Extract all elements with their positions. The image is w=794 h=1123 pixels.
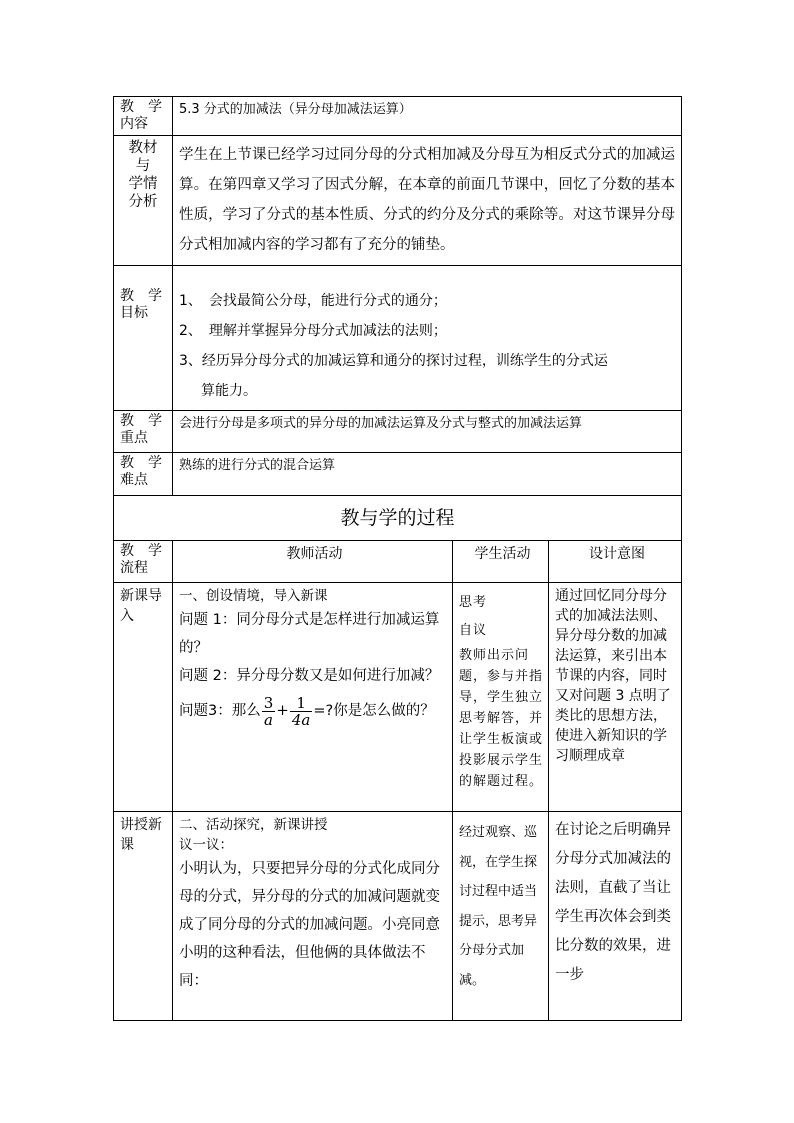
question-1: 问题 1：同分母分式是怎样进行加减运算的？ bbox=[179, 612, 440, 656]
difficulty-cell bbox=[173, 453, 682, 496]
header-teacher-label: 教师活动 bbox=[286, 546, 343, 562]
analysis-text: 学生在上节课已经学习过同分母的分式相加减及分母互为相反式分式的加减运算。在第四章又学习了因式分解，在本章的前面几节课中，回忆了分数的基本性质，学习了分式的基本性质、分式的约分及分式的乘除等。对这节课异分母分式相加减内容的学习都有了充分的铺垫。 bbox=[179, 147, 675, 253]
student-activity-line: 自议 bbox=[459, 623, 488, 638]
label-line: 重点 bbox=[120, 430, 148, 446]
student-activity-line: 教师出示问题，参与并指导，学生独立思考解答，并让学生板演或投影展示学生的解题过程。 bbox=[459, 648, 544, 789]
header-student bbox=[453, 541, 549, 583]
label-focus bbox=[114, 411, 173, 453]
row-process-title bbox=[114, 496, 682, 541]
label-line: 教材 bbox=[128, 140, 158, 156]
frac-denominator: a bbox=[264, 710, 273, 729]
stage-teach-design bbox=[549, 812, 682, 1021]
label-line: 教 学 bbox=[120, 543, 162, 559]
row-stage-teach bbox=[114, 812, 682, 1021]
label-line: 学情 bbox=[128, 176, 158, 192]
label-line: 内容 bbox=[120, 116, 148, 132]
lesson-plan-table bbox=[113, 96, 682, 1021]
focus-text: 会进行分母是多项式的异分母的加减法运算及分式与整式的加减法运算 bbox=[179, 416, 583, 431]
label-analysis bbox=[114, 136, 173, 266]
frac-denominator: 4a bbox=[291, 710, 311, 729]
header-flow bbox=[114, 541, 173, 583]
analysis-cell bbox=[173, 136, 682, 266]
row-analysis bbox=[114, 136, 682, 266]
label-line: 教 学 bbox=[120, 288, 162, 304]
label-line: 目标 bbox=[120, 305, 148, 321]
student-activity-line: 思考 bbox=[459, 595, 488, 610]
row-column-headers bbox=[114, 541, 682, 583]
goal-item: 3、经历异分母分式的加减运算和通分的探讨过程，训练学生的分式运 bbox=[179, 353, 608, 369]
stage-teach-flow bbox=[114, 812, 173, 1021]
difficulty-text: 熟练的进行分式的混合运算 bbox=[179, 458, 336, 473]
label-line: 分析 bbox=[128, 194, 158, 210]
stage-intro-design-text: 通过回忆同分母分式的加减法法则、异分母分数的加减法运算，来引出本节课的内容，同时又对问题 3 点明了类比的思想方法，使进入新知识的学习顺理成章 bbox=[555, 588, 671, 764]
goal-item: 1、 会找最简公分母，能进行分式的通分； bbox=[179, 293, 447, 309]
stage-teach-design-text: 在讨论之后明确异分母分式加减法的法则，直截了当让学生再次体会到类比分数的效果，进一步 bbox=[555, 822, 671, 983]
label-line: 流程 bbox=[120, 560, 148, 576]
goals-cell bbox=[173, 266, 682, 411]
row-difficulty bbox=[114, 453, 682, 496]
label-goals bbox=[114, 266, 173, 411]
row-content bbox=[114, 97, 682, 136]
content-cell bbox=[173, 97, 682, 136]
stage-teach-label: 讲授新课 bbox=[120, 817, 162, 853]
stage-intro-teacher bbox=[173, 583, 453, 812]
header-design-label: 设计意图 bbox=[589, 546, 645, 562]
stage-intro-student bbox=[453, 583, 549, 812]
focus-cell bbox=[173, 411, 682, 453]
row-focus bbox=[114, 411, 682, 453]
header-student-label: 学生活动 bbox=[474, 546, 531, 562]
question-3-prefix: 问题3：那么 bbox=[179, 703, 261, 719]
stage-teach-title: 二、活动探究，新课讲授 bbox=[179, 817, 328, 833]
question-3-suffix: =?你是怎么做的？ bbox=[313, 703, 435, 719]
frac-numerator: 1 bbox=[290, 695, 313, 712]
row-goals bbox=[114, 266, 682, 411]
stage-teach-student-text: 经过观察、巡视，在学生探讨过程中适当提示，思考异分母分式加减。 bbox=[459, 825, 538, 988]
label-difficulty bbox=[114, 453, 173, 496]
stage-intro-flow bbox=[114, 583, 173, 812]
stage-teach-student bbox=[453, 812, 549, 1021]
question-3 bbox=[179, 690, 446, 731]
header-teacher bbox=[173, 541, 453, 583]
goal-item: 2、 理解并掌握异分母分式加减法的法则； bbox=[179, 323, 447, 339]
content-text: 5.3 分式的加减法（异分母加减法运算） bbox=[179, 102, 412, 117]
header-design bbox=[549, 541, 682, 583]
stage-teach-sub: 议一议： bbox=[179, 837, 233, 853]
label-line: 难点 bbox=[120, 472, 148, 488]
label-content bbox=[114, 97, 173, 136]
goal-item: 算能力。 bbox=[201, 383, 257, 399]
stage-intro-label: 新课导入 bbox=[120, 588, 162, 624]
question-2: 问题 2：异分母分数又是如何进行加减？ bbox=[179, 668, 440, 684]
fraction-3-over-a bbox=[262, 695, 276, 728]
process-title-cell bbox=[114, 496, 682, 541]
stage-teach-text: 小明认为，只要把异分母的分式化成同分母的分式，异分母的分式的加减问题就变成了同分母的分式的加减问题。小亮同意小明的这种看法，但他俩的具体做法不同： bbox=[179, 861, 440, 989]
process-title: 教与学的过程 bbox=[340, 507, 455, 529]
label-line: 与 bbox=[135, 158, 151, 174]
label-line: 教 学 bbox=[120, 455, 162, 471]
plus-sign: + bbox=[276, 701, 289, 719]
label-line: 教 学 bbox=[120, 99, 162, 115]
stage-teach-teacher bbox=[173, 812, 453, 1021]
label-line: 教 学 bbox=[120, 413, 162, 429]
frac-numerator: 3 bbox=[263, 693, 274, 712]
stage-intro-title: 一、创设情境，导入新课 bbox=[179, 588, 328, 604]
fraction-1-over-4a bbox=[290, 695, 313, 728]
row-stage-intro bbox=[114, 583, 682, 812]
stage-intro-design bbox=[549, 583, 682, 812]
